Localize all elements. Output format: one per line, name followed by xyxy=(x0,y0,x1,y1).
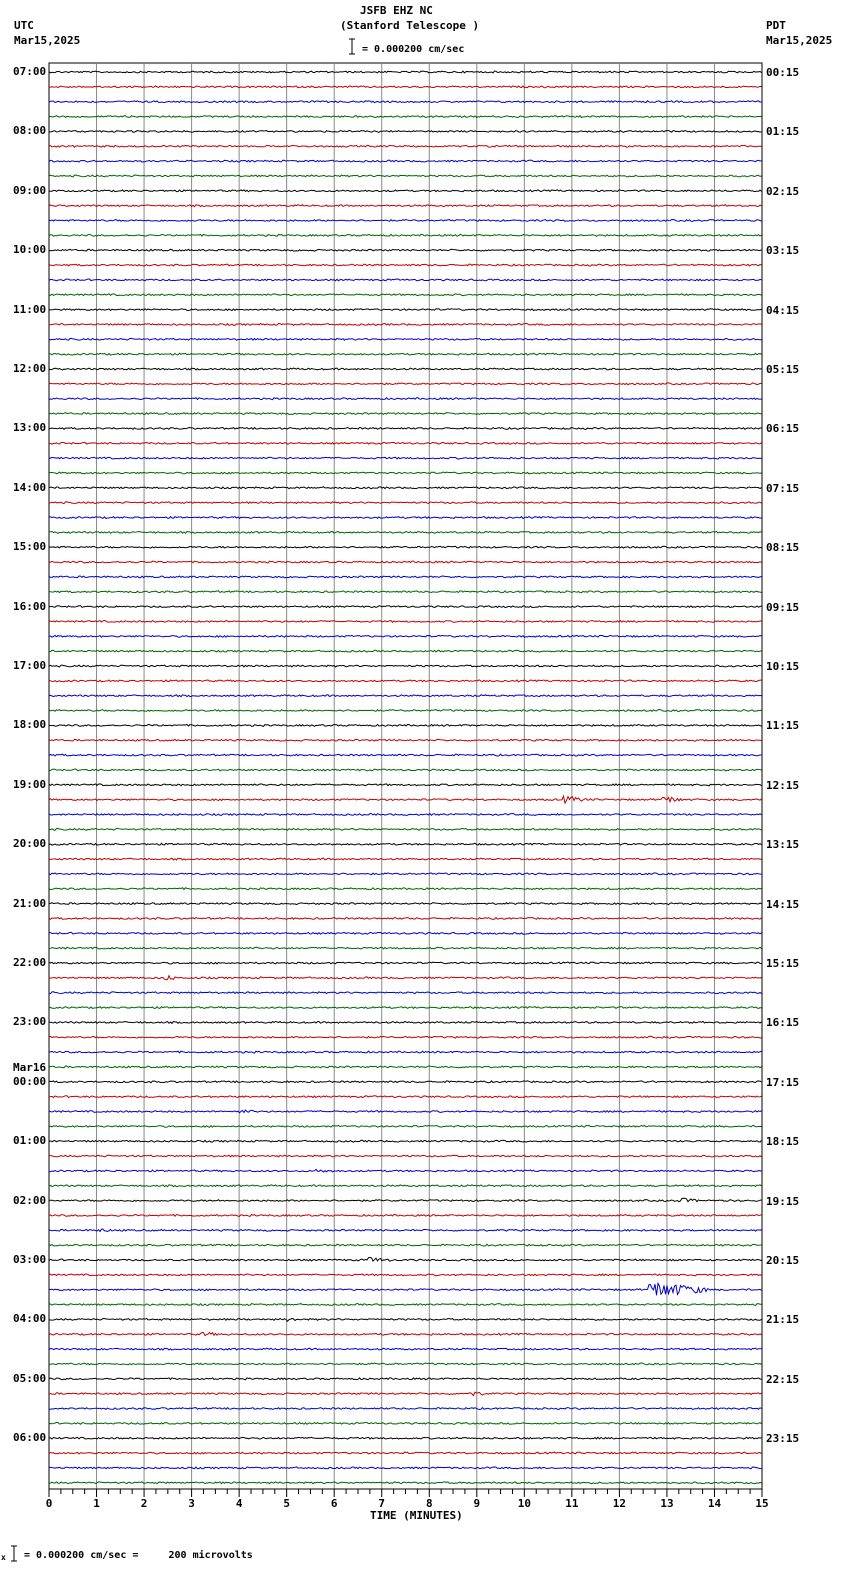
utc-date-change-label: Mar16 xyxy=(13,1060,47,1074)
trace-line xyxy=(49,279,762,281)
trace-line xyxy=(49,621,762,623)
utc-hour-label: 12:00 xyxy=(13,362,47,375)
trace-line xyxy=(49,858,762,860)
utc-hour-label: 01:00 xyxy=(13,1134,47,1148)
trace-line xyxy=(49,294,762,296)
utc-hour-label: 13:00 xyxy=(13,421,47,435)
pdt-hour-label: 09:15 xyxy=(766,600,800,614)
trace-line xyxy=(49,175,762,177)
utc-hour-label: 09:00 xyxy=(13,183,47,197)
trace-line xyxy=(49,1318,762,1321)
trace-line xyxy=(49,814,762,816)
utc-hour-label: 22:00 xyxy=(13,956,47,969)
utc-hour-label: 11:00 xyxy=(13,302,47,316)
trace-line xyxy=(49,1007,762,1009)
trace-line xyxy=(49,992,762,994)
trace-line xyxy=(49,487,762,489)
pdt-hour-label: 23:15 xyxy=(766,1432,800,1446)
trace-line xyxy=(49,1304,762,1306)
trace-line xyxy=(49,796,762,803)
trace-line xyxy=(49,234,762,236)
trace-line xyxy=(49,888,762,890)
pdt-hour-label: 00:15 xyxy=(766,66,800,79)
trace-line xyxy=(49,1051,762,1053)
pdt-hour-label: 16:15 xyxy=(766,1016,800,1030)
trace-line xyxy=(49,591,762,593)
trace-line xyxy=(49,1452,762,1454)
utc-hour-label: 00:00 xyxy=(13,1074,47,1088)
x-tick-label: 8 xyxy=(425,1497,433,1510)
trace-line xyxy=(49,205,762,207)
pdt-hour-label: 01:15 xyxy=(766,125,800,139)
trace-line xyxy=(49,71,762,73)
station-title: JSFB EHZ NC xyxy=(360,4,433,17)
trace-line xyxy=(49,650,762,652)
trace-line xyxy=(49,1283,762,1295)
right-timezone: PDT xyxy=(766,19,786,32)
pdt-hour-label: 06:15 xyxy=(766,422,800,436)
x-tick-label: 0 xyxy=(45,1497,53,1510)
x-tick-label: 11 xyxy=(565,1497,579,1510)
trace-line xyxy=(49,338,762,340)
scale-bar-icon xyxy=(347,38,357,56)
trace-line xyxy=(49,754,762,756)
trace-line xyxy=(49,680,762,682)
x-axis-title: TIME (MINUTES) xyxy=(370,1509,463,1522)
footer-prefix: x xyxy=(1,1553,6,1562)
trace-line xyxy=(49,1110,762,1113)
x-tick-label: 9 xyxy=(473,1497,481,1510)
trace-line xyxy=(49,1392,762,1396)
x-tick-label: 15 xyxy=(755,1497,769,1510)
x-tick-label: 3 xyxy=(188,1497,195,1510)
trace-line xyxy=(49,976,762,980)
trace-line xyxy=(49,1408,762,1410)
trace-line xyxy=(49,160,762,162)
scale-label: = 0.000200 cm/sec xyxy=(362,44,465,55)
trace-line xyxy=(49,1244,762,1246)
trace-line xyxy=(49,1348,762,1350)
x-tick-label: 13 xyxy=(660,1497,674,1510)
utc-hour-label: 10:00 xyxy=(13,243,47,257)
trace-line xyxy=(49,918,762,920)
trace-line xyxy=(49,101,762,103)
pdt-hour-label: 20:15 xyxy=(766,1254,800,1267)
trace-line xyxy=(49,1363,762,1365)
trace-line xyxy=(49,427,762,429)
trace-line xyxy=(49,457,762,459)
trace-line xyxy=(49,1155,762,1157)
utc-hour-label: 23:00 xyxy=(13,1015,47,1029)
trace-line xyxy=(49,739,762,741)
trace-line xyxy=(49,398,762,400)
trace-line xyxy=(49,843,762,845)
trace-line xyxy=(49,413,762,415)
trace-line xyxy=(49,1229,762,1231)
pdt-hour-label: 22:15 xyxy=(766,1372,800,1386)
trace-line xyxy=(49,724,762,726)
trace-line xyxy=(49,353,762,355)
trace-line xyxy=(49,873,762,875)
pdt-hour-label: 14:15 xyxy=(766,897,800,911)
trace-line xyxy=(49,249,762,251)
utc-hour-label: 05:00 xyxy=(13,1371,47,1385)
trace-line xyxy=(49,517,762,519)
trace-line xyxy=(49,828,762,830)
utc-hour-label: 20:00 xyxy=(13,837,47,851)
trace-line xyxy=(49,665,762,667)
utc-hour-label: 04:00 xyxy=(13,1312,47,1326)
utc-hour-label: 14:00 xyxy=(13,480,47,494)
trace-line xyxy=(49,1422,762,1424)
trace-line xyxy=(49,1169,762,1172)
trace-line xyxy=(49,1185,762,1187)
trace-line xyxy=(49,561,762,563)
x-tick-label: 7 xyxy=(378,1497,386,1510)
utc-hour-label: 06:00 xyxy=(13,1431,47,1445)
pdt-hour-label: 19:15 xyxy=(766,1194,800,1208)
pdt-hour-label: 17:15 xyxy=(766,1075,800,1089)
trace-line xyxy=(49,1140,762,1142)
trace-line xyxy=(49,383,762,385)
x-tick-label: 14 xyxy=(707,1497,722,1510)
trace-line xyxy=(49,576,762,578)
trace-line xyxy=(49,1333,762,1336)
right-date: Mar15,2025 xyxy=(766,34,833,47)
trace-line xyxy=(49,1378,762,1380)
trace-line xyxy=(49,1214,762,1216)
seismic-traces xyxy=(49,71,762,1484)
pdt-hour-label: 11:15 xyxy=(766,719,800,733)
trace-line xyxy=(49,264,762,266)
pdt-hour-label: 05:15 xyxy=(766,363,800,376)
x-tick-label: 1 xyxy=(93,1497,100,1510)
trace-line xyxy=(49,502,762,504)
trace-line xyxy=(49,1274,762,1276)
trace-line xyxy=(49,947,762,949)
trace-line xyxy=(49,472,762,474)
pdt-hour-label: 02:15 xyxy=(766,184,800,198)
trace-line xyxy=(49,116,762,118)
pdt-hour-label: 18:15 xyxy=(766,1135,800,1149)
trace-line xyxy=(49,220,762,222)
trace-line xyxy=(49,130,762,132)
x-tick-label: 6 xyxy=(330,1497,338,1510)
pdt-hour-label: 04:15 xyxy=(766,303,800,317)
site-title: (Stanford Telescope ) xyxy=(340,19,480,32)
utc-hour-label: 18:00 xyxy=(13,718,47,732)
pdt-hour-label: 08:15 xyxy=(766,541,800,555)
footer-calibration: = 0.000200 cm/sec = 200 microvolts xyxy=(24,1550,253,1561)
time-axis xyxy=(49,1489,762,1497)
trace-line xyxy=(49,1125,762,1127)
left-timezone: UTC xyxy=(14,19,34,32)
utc-hour-label: 19:00 xyxy=(13,777,47,791)
trace-line xyxy=(49,1467,762,1469)
trace-line xyxy=(49,190,762,192)
trace-line xyxy=(49,710,762,712)
utc-hour-label: 03:00 xyxy=(13,1253,47,1266)
pdt-hour-label: 21:15 xyxy=(766,1313,800,1327)
trace-line xyxy=(49,1021,762,1023)
trace-line xyxy=(49,309,762,311)
pdt-hour-label: 15:15 xyxy=(766,957,800,970)
trace-line xyxy=(49,324,762,326)
utc-hour-label: 21:00 xyxy=(13,896,47,910)
trace-line xyxy=(49,1081,762,1083)
trace-line xyxy=(49,903,762,905)
trace-line xyxy=(49,1198,762,1202)
trace-line xyxy=(49,1258,762,1262)
utc-hour-label: 15:00 xyxy=(13,540,47,554)
trace-line xyxy=(49,1036,762,1038)
footer-scale-bar-icon xyxy=(9,1545,19,1563)
trace-line xyxy=(49,86,762,88)
utc-hour-label: 02:00 xyxy=(13,1193,47,1207)
x-tick-label: 10 xyxy=(517,1497,531,1510)
pdt-hour-label: 12:15 xyxy=(766,778,800,792)
trace-line xyxy=(49,769,762,771)
pdt-hour-label: 10:15 xyxy=(766,660,800,673)
trace-line xyxy=(49,368,762,370)
trace-line xyxy=(49,442,762,444)
pdt-hour-label: 07:15 xyxy=(766,481,800,495)
trace-line xyxy=(49,962,762,964)
trace-line xyxy=(49,1066,762,1068)
left-date: Mar15,2025 xyxy=(14,34,81,47)
pdt-hour-label: 03:15 xyxy=(766,244,800,258)
utc-hour-label: 07:00 xyxy=(13,65,47,78)
trace-line xyxy=(49,1482,762,1484)
trace-line xyxy=(49,606,762,608)
utc-hour-label: 16:00 xyxy=(13,599,47,613)
x-tick-label: 4 xyxy=(235,1497,243,1510)
trace-line xyxy=(49,145,762,147)
utc-hour-label: 08:00 xyxy=(13,124,47,138)
trace-line xyxy=(49,546,762,548)
x-tick-label: 2 xyxy=(140,1497,148,1510)
x-tick-label: 5 xyxy=(283,1497,290,1510)
pdt-hour-label: 13:15 xyxy=(766,838,800,852)
utc-hour-label: 17:00 xyxy=(13,659,47,672)
trace-line xyxy=(49,1096,762,1098)
trace-line xyxy=(49,784,762,786)
trace-line xyxy=(49,531,762,533)
trace-line xyxy=(49,1437,762,1439)
trace-line xyxy=(49,695,762,697)
trace-line xyxy=(49,932,762,934)
trace-line xyxy=(49,635,762,637)
x-tick-label: 12 xyxy=(612,1497,627,1510)
